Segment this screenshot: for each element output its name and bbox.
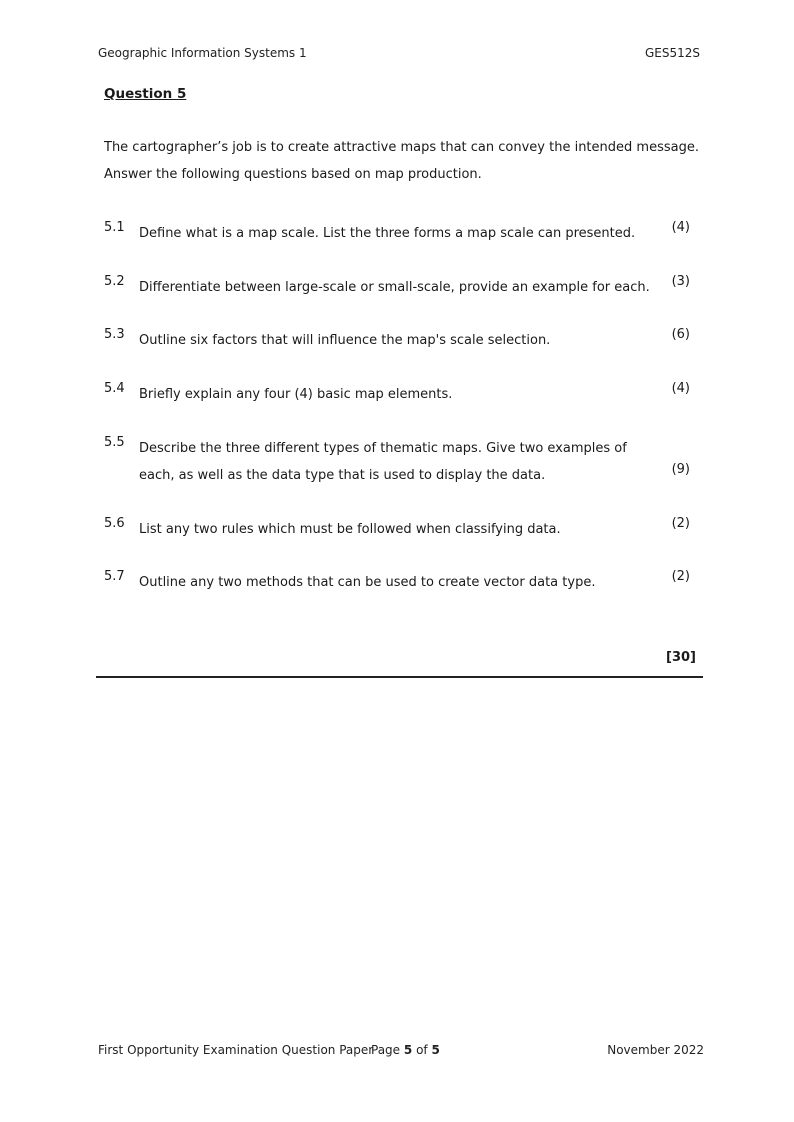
item-number: 5.1 xyxy=(104,220,125,235)
header-course: Geographic Information Systems 1 xyxy=(98,46,307,60)
item-marks: (2) xyxy=(671,516,690,531)
item-text: Describe the three different types of thematic maps. Give two examples of each, as well as the data type that is used to display the data. xyxy=(139,441,627,483)
item-number: 5.7 xyxy=(104,569,125,584)
item-number: 5.2 xyxy=(104,274,125,289)
page-prefix: Page xyxy=(371,1043,401,1057)
item-text: Outline any two methods that can be used to create vector data type. xyxy=(139,575,596,590)
total-marks: [30] xyxy=(666,650,696,665)
page-total: 5 xyxy=(431,1043,440,1057)
item-number: 5.5 xyxy=(104,435,125,450)
item-marks: (9) xyxy=(671,462,690,477)
item-marks: (6) xyxy=(671,327,690,342)
item-marks: (2) xyxy=(671,569,690,584)
item-text: Outline six factors that will influence the map's scale selection. xyxy=(139,333,551,348)
item-number: 5.3 xyxy=(104,327,125,342)
question-title: Question 5 xyxy=(104,86,187,102)
item-number: 5.6 xyxy=(104,516,125,531)
page-of: of xyxy=(416,1043,428,1057)
item-number: 5.4 xyxy=(104,381,125,396)
footer-paper: First Opportunity Examination Question Paper xyxy=(98,1043,374,1057)
item-marks: (4) xyxy=(671,220,690,235)
item-text: Define what is a map scale. List the three forms a map scale can presented. xyxy=(139,226,636,241)
item-text: Briefly explain any four (4) basic map elements. xyxy=(139,387,453,402)
section-divider xyxy=(96,676,703,678)
header-code: GES512S xyxy=(644,46,700,60)
footer-page-number xyxy=(371,1043,440,1057)
item-text: List any two rules which must be followed when classifying data. xyxy=(139,522,561,537)
page-current: 5 xyxy=(403,1043,413,1057)
footer-date: November 2022 xyxy=(607,1043,704,1057)
item-marks: (4) xyxy=(671,381,690,396)
item-marks: (3) xyxy=(671,274,690,289)
question-intro: The cartographer’s job is to create attractive maps that can convey the intended message. Answer the following questions based on map production. xyxy=(104,140,699,182)
item-text: Differentiate between large-scale or small-scale, provide an example for each. xyxy=(139,280,650,295)
